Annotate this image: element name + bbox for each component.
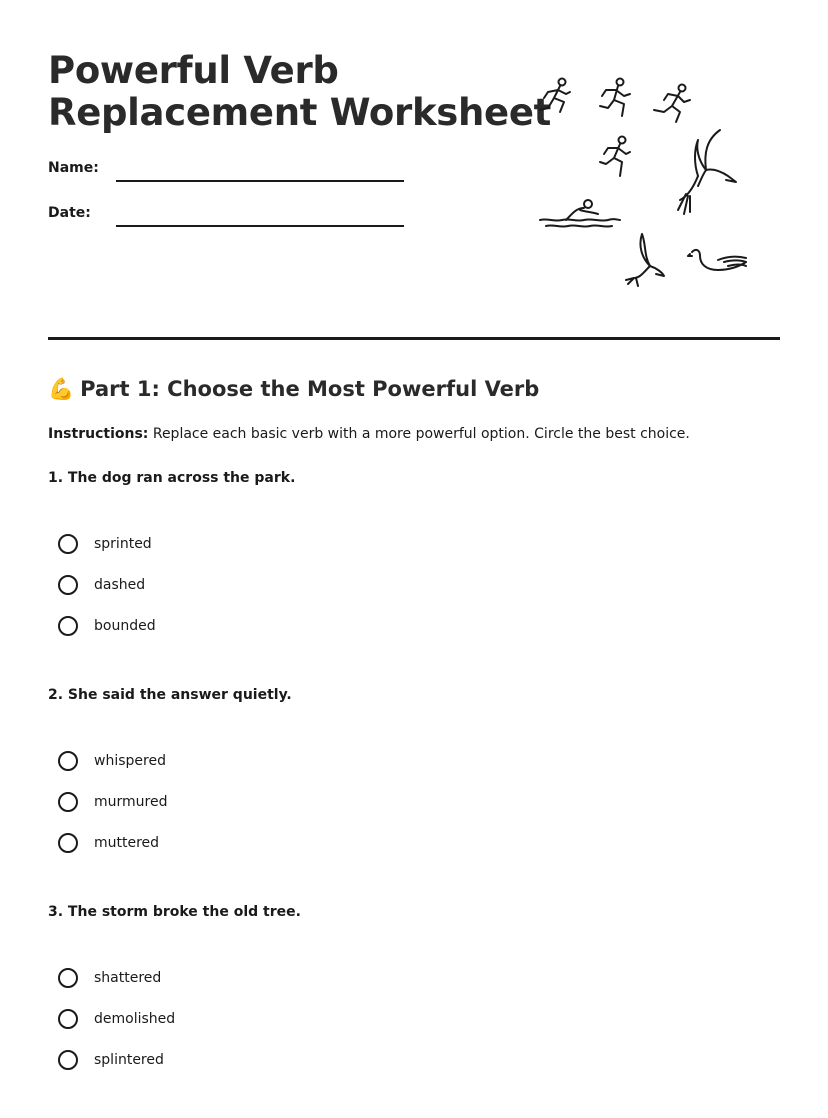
section-divider [48, 337, 780, 340]
name-label: Name: [48, 160, 99, 176]
name-field-line[interactable] [116, 180, 404, 182]
option-label: whispered [94, 753, 166, 769]
option-label: splintered [94, 1052, 164, 1068]
radio-circle-icon[interactable] [58, 751, 78, 771]
option-item[interactable] [58, 831, 159, 855]
section-title-text: Part 1: Choose the Most Powerful Verb [80, 377, 540, 401]
option-label: murmured [94, 794, 168, 810]
page-title [48, 50, 551, 134]
title-line-1: Powerful Verb [48, 49, 339, 92]
option-item[interactable] [58, 614, 156, 638]
option-item[interactable] [58, 1048, 164, 1072]
option-item[interactable] [58, 749, 166, 773]
running-person-icon [540, 79, 570, 113]
running-person-icon [654, 85, 690, 123]
radio-circle-icon[interactable] [58, 833, 78, 853]
option-item[interactable] [58, 966, 161, 990]
option-item[interactable] [58, 790, 167, 814]
option-item[interactable] [58, 532, 152, 556]
option-label: sprinted [94, 536, 152, 552]
option-label: muttered [94, 835, 160, 851]
action-illustration [530, 70, 760, 290]
instructions-text: Replace each basic verb with a more powerful option. Circle the best choice. [148, 426, 690, 442]
instructions-label: Instructions: [48, 426, 149, 442]
date-field-line[interactable] [116, 225, 404, 227]
option-item[interactable] [58, 573, 145, 597]
date-label: Date: [48, 205, 91, 221]
option-label: shattered [94, 970, 162, 986]
swimming-goose-icon [688, 250, 746, 270]
question-prompt: 1. The dog ran across the park. [48, 470, 296, 486]
option-item[interactable] [58, 1007, 175, 1031]
running-person-icon [600, 137, 630, 177]
radio-circle-icon[interactable] [58, 616, 78, 636]
radio-circle-icon[interactable] [58, 534, 78, 554]
landing-bird-icon [626, 234, 664, 286]
running-person-icon [600, 79, 630, 117]
swimmer-icon [540, 200, 620, 227]
flexed-biceps-icon: 💪 [48, 377, 75, 401]
option-label: demolished [94, 1011, 176, 1027]
title-line-2: Replacement Worksheet [48, 91, 552, 134]
option-label: dashed [94, 577, 146, 593]
section-title [48, 374, 539, 404]
radio-circle-icon[interactable] [58, 968, 78, 988]
option-label: bounded [94, 618, 156, 634]
question-prompt: 2. She said the answer quietly. [48, 687, 292, 703]
radio-circle-icon[interactable] [58, 1050, 78, 1070]
instructions [48, 424, 690, 444]
flying-bird-icon [678, 130, 736, 214]
radio-circle-icon[interactable] [58, 792, 78, 812]
radio-circle-icon[interactable] [58, 575, 78, 595]
radio-circle-icon[interactable] [58, 1009, 78, 1029]
question-prompt: 3. The storm broke the old tree. [48, 904, 301, 920]
